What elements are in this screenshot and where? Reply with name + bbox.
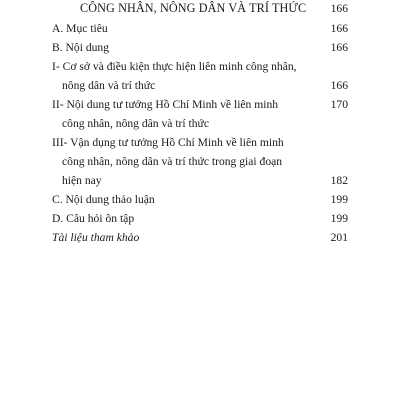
toc-entry-line: Tài liệu tham khảo [52, 231, 140, 244]
toc-entry-page: 166 [330, 22, 348, 35]
toc-entry-ii [52, 95, 348, 133]
toc-entry-line: III- Vận dụng tư tưởng Hồ Chí Minh về liên minh [52, 136, 284, 149]
toc-heading: CÔNG NHÂN, NÔNG DÂN VÀ TRÍ THỨC [80, 1, 307, 15]
toc-entry-page: 199 [330, 212, 348, 225]
toc-entry-d [52, 209, 348, 228]
toc-entry-page: 182 [330, 174, 348, 187]
toc-entry-line: công nhân, nông dân và trí thức trong giai đoạn [62, 155, 283, 168]
toc-heading-page: 166 [330, 2, 348, 15]
toc-entry-line: nông dân và trí thức [62, 79, 156, 92]
toc-heading-row [52, 0, 348, 19]
toc-entry-line: B. Nội dung [52, 41, 110, 54]
table-of-contents [52, 0, 348, 247]
toc-entry-line: D. Câu hỏi ôn tập [52, 212, 135, 225]
toc-entry-line: I- Cơ sở và điều kiện thực hiện liên minh công nhân, [52, 60, 297, 73]
toc-entry-page: 201 [330, 231, 348, 244]
toc-entry-page: 170 [330, 98, 348, 111]
toc-entry-iii [52, 133, 348, 190]
toc-entry-a [52, 19, 348, 38]
toc-entry-page: 166 [330, 41, 348, 54]
toc-entry-i [52, 57, 348, 95]
toc-entry-page: 166 [330, 79, 348, 92]
toc-entry-line: A. Mục tiêu [52, 22, 108, 35]
toc-entry-line: hiện nay [62, 174, 102, 187]
toc-entry-references [52, 228, 348, 247]
toc-entry-line: II- Nội dung tư tưởng Hồ Chí Minh về liên minh [52, 98, 279, 111]
toc-entry-line: C. Nội dung thảo luận [52, 193, 155, 206]
toc-entry-b [52, 38, 348, 57]
toc-entry-page: 199 [330, 193, 348, 206]
toc-entry-c [52, 190, 348, 209]
toc-entry-line: công nhân, nông dân và trí thức [62, 117, 209, 130]
